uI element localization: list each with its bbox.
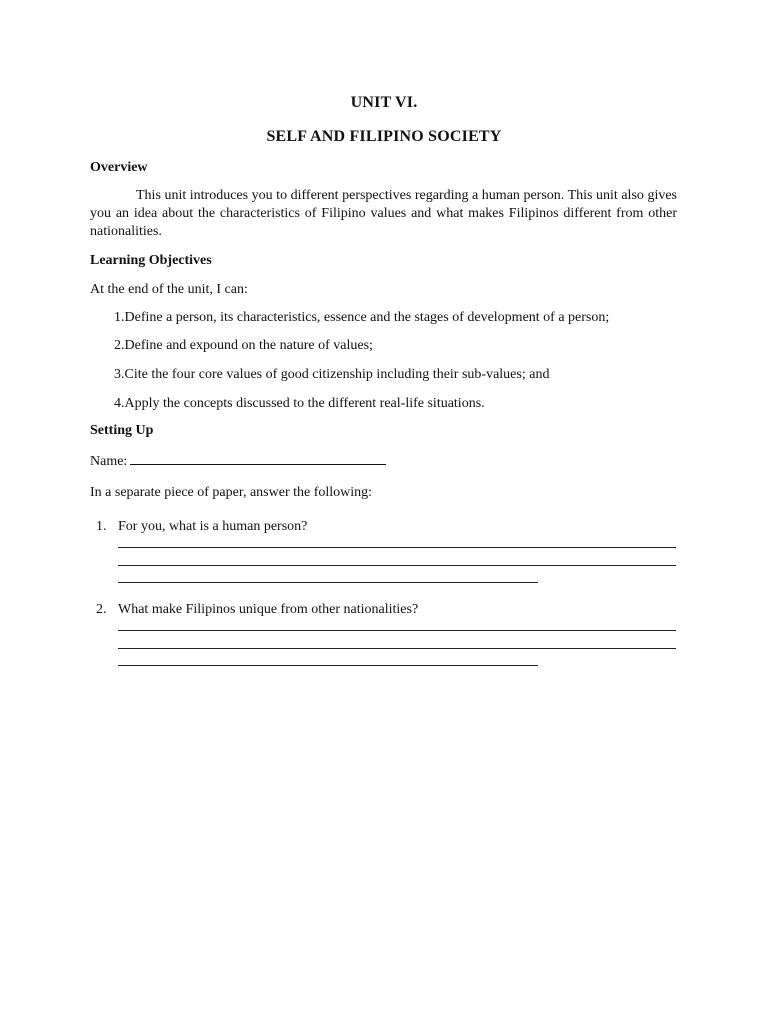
name-label: Name: bbox=[90, 454, 128, 469]
question-text: For you, what is a human person? bbox=[118, 519, 308, 534]
answer-line bbox=[118, 565, 676, 566]
overview-paragraph bbox=[90, 187, 677, 241]
answer-line bbox=[118, 547, 676, 548]
question-number: 2. bbox=[96, 602, 107, 617]
name-field bbox=[90, 452, 386, 470]
instruction-text: In a separate piece of paper, answer the following: bbox=[90, 485, 373, 500]
question-number: 1. bbox=[96, 519, 107, 534]
objectives-heading: Learning Objectives bbox=[90, 253, 212, 268]
objectives-intro: At the end of the unit, I can: bbox=[90, 282, 248, 297]
objective-item: 3.Cite the four core values of good citizenship including their sub-values; and bbox=[114, 367, 550, 382]
unit-title: SELF AND FILIPINO SOCIETY bbox=[266, 128, 502, 145]
overview-text: This unit introduces you to different perspectives regarding a human person. This unit also gives you an idea about the characteristics of Filipino values and what makes Filipinos different from other nationalities. bbox=[90, 188, 677, 239]
overview-heading: Overview bbox=[90, 160, 148, 175]
answer-line bbox=[118, 582, 538, 583]
answer-line bbox=[118, 648, 676, 649]
objective-item: 4.Apply the concepts discussed to the different real-life situations. bbox=[114, 396, 485, 411]
name-blank-line bbox=[130, 452, 386, 465]
setting-up-heading: Setting Up bbox=[90, 423, 154, 438]
objective-item: 1.Define a person, its characteristics, essence and the stages of development of a person; bbox=[114, 310, 610, 325]
question-text: What make Filipinos unique from other nationalities? bbox=[118, 602, 419, 617]
objective-item: 2.Define and expound on the nature of values; bbox=[114, 338, 373, 353]
unit-number: UNIT VI. bbox=[350, 94, 418, 111]
answer-line bbox=[118, 630, 676, 631]
answer-line bbox=[118, 665, 538, 666]
